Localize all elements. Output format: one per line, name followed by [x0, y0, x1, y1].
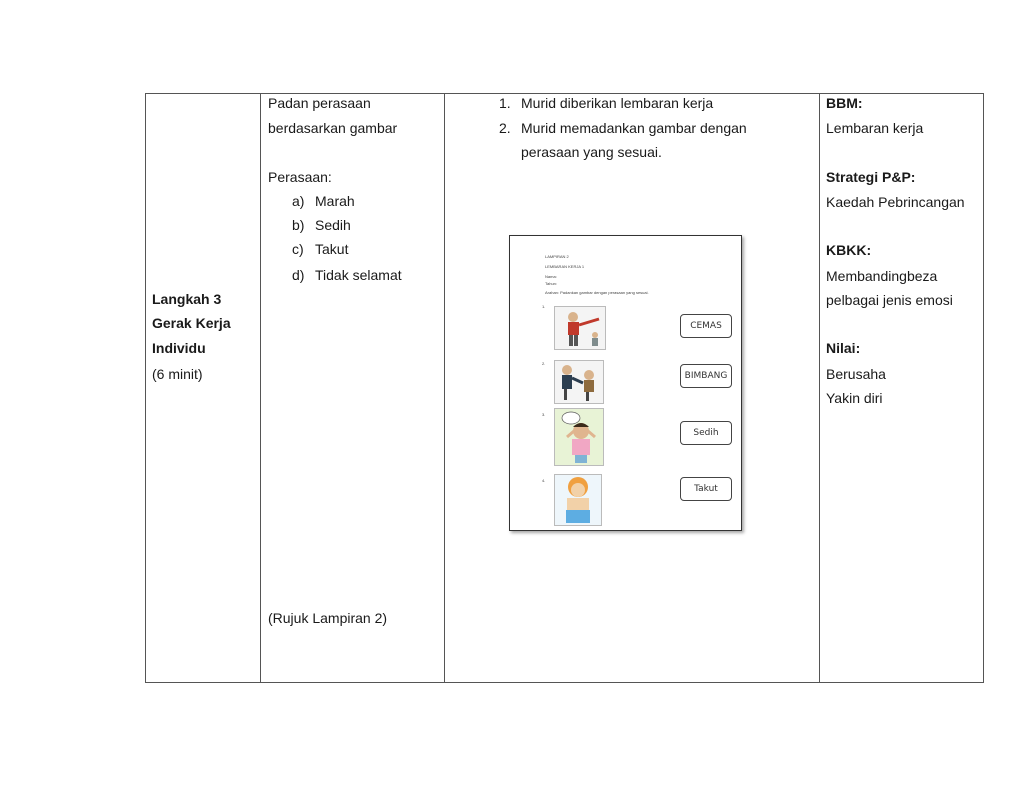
emotion-label-box: Sedih — [680, 421, 732, 445]
scared-child-picture — [554, 474, 602, 526]
content-title: Padan perasaan — [268, 95, 371, 111]
crying-child-picture — [554, 408, 604, 466]
worksheet-instruction: Arahan: Padankan gambar dengan perasaan yang sesuai. — [545, 290, 649, 295]
angry-person-picture — [554, 306, 606, 350]
worksheet-class-label: Tahun: — [545, 281, 558, 286]
feeling-item: Takut — [315, 241, 349, 257]
strategy-label: Strategi P&P: — [826, 169, 916, 185]
step-number: 2. — [499, 120, 511, 136]
reference-note: (Rujuk Lampiran 2) — [268, 610, 388, 626]
feeling-marker: c) — [292, 241, 304, 257]
item-number: 4. — [542, 478, 546, 483]
emotion-label-box: CEMAS — [680, 314, 732, 338]
step-text-cont: perasaan yang sesuai. — [521, 144, 662, 160]
fighting-figures-picture — [554, 360, 604, 404]
feeling-item: Sedih — [315, 217, 351, 233]
duration-label: (6 minit) — [152, 366, 203, 382]
kbkk-label: KBKK: — [826, 242, 872, 258]
column-divider — [819, 94, 820, 682]
strategy-value: Kaedah Pebrincangan — [826, 194, 965, 210]
worksheet-name-label: Nama: — [545, 274, 557, 279]
item-number: 3. — [542, 412, 546, 417]
bbm-label: BBM: — [826, 95, 863, 111]
feeling-item: Tidak selamat — [315, 267, 402, 283]
emotion-label-box: BIMBANG — [680, 364, 732, 388]
worksheet-title: LAMPIRAN 2 — [545, 254, 569, 259]
feeling-marker: a) — [292, 193, 305, 209]
feeling-marker: d) — [292, 267, 305, 283]
nilai-value: Yakin diri — [826, 390, 883, 406]
content-title-cont: berdasarkan gambar — [268, 120, 398, 136]
mode-label: Individu — [152, 340, 206, 356]
nilai-value: Berusaha — [826, 366, 886, 382]
nilai-label: Nilai: — [826, 340, 861, 356]
bbm-value: Lembaran kerja — [826, 120, 924, 136]
step-text: Murid diberikan lembaran kerja — [521, 95, 714, 111]
step-number: 1. — [499, 95, 511, 111]
column-divider — [260, 94, 261, 682]
item-number: 1. — [542, 304, 546, 309]
feeling-marker: b) — [292, 217, 305, 233]
activity-label: Gerak Kerja — [152, 315, 231, 331]
item-number: 2. — [542, 361, 546, 366]
feelings-label: Perasaan: — [268, 169, 332, 185]
step-text: Murid memadankan gambar dengan — [521, 120, 747, 136]
kbkk-value-cont: pelbagai jenis emosi — [826, 292, 953, 308]
step-label: Langkah 3 — [152, 291, 222, 307]
worksheet-subtitle: LEMBARAN KERJA 1 — [545, 264, 585, 269]
feeling-item: Marah — [315, 193, 355, 209]
emotion-label-box: Takut — [680, 477, 732, 501]
column-divider — [444, 94, 445, 682]
kbkk-value: Membandingbeza — [826, 268, 938, 284]
worksheet-thumbnail — [509, 235, 742, 531]
